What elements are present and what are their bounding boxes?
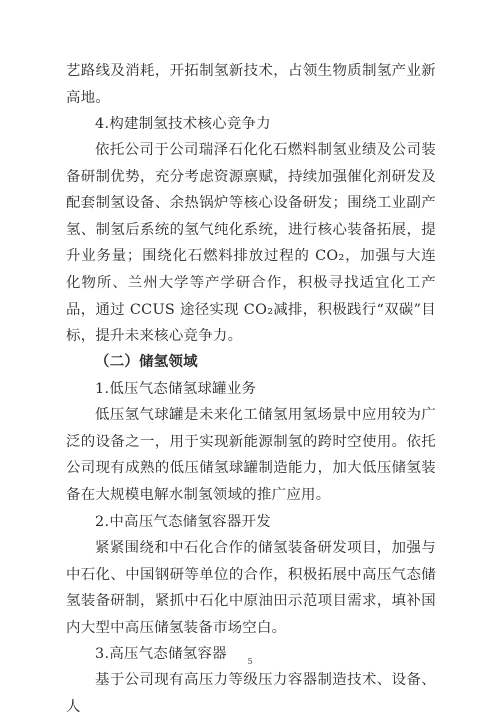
heading-high-pressure-container: 3.高压气态储氢容器: [95, 646, 227, 662]
paragraph-biomass-hydrogen-ending: 艺路线及消耗，开拓制氢新技术，占领生物质制氢产业新高地。: [66, 63, 436, 106]
section-heading-hydrogen-storage: （二）储氢领域: [95, 353, 198, 370]
paragraph-high-pressure-container: 基于公司现有高压力等级压力容器制造技术、设备、人: [66, 672, 436, 715]
page-number: 5: [247, 657, 253, 666]
heading-medium-high-pressure-container: 2.中高压气态储氢容器开发: [95, 514, 271, 530]
heading-hydrogen-core-competitiveness: 4.构建制氢技术核心竞争力: [95, 116, 271, 132]
paragraph-medium-high-pressure-container: 紧紧围绕和中石化合作的储氢装备研发项目，加强与中石化、中国钢研等单位的合作，积极拓展中高压气态储氢装备研制，紧抓中石化中原油田示范项目需求，填补国内大型中高压储氢装备市场空白。: [66, 540, 436, 636]
heading-low-pressure-spherical-tank: 1.低压气态储氢球罐业务: [95, 381, 257, 397]
paragraph-hydrogen-core-competitiveness: 依托公司于公司瑞泽石化化石燃料制氢业绩及公司装备研制优势，充分考虑资源禀赋，持续加强催化剂研发及配套制氢设备、余热锅炉等核心设备研发；围绕工业副产氢、制氢后系统的氢气纯化系统，进行核心装备拓展，提升业务量；围绕化石燃料排放过程的 CO₂，加强与大连化物所、兰州大学等产学研合作，积极寻找适宜化工产品，通过 CCUS 途径实现 CO₂减排，积极践行“双碳”目标，提升未来核心竞争力。: [66, 142, 436, 345]
paragraph-low-pressure-spherical-tank: 低压氢气球罐是未来化工储氢用氢场景中应用较为广泛的设备之一，用于实现新能源制氢的跨时空使用。依托公司现有成熟的低压储氢球罐制造能力，加大低压储氢装备在大规模电解水制氢领域的推广应用。: [66, 407, 436, 503]
